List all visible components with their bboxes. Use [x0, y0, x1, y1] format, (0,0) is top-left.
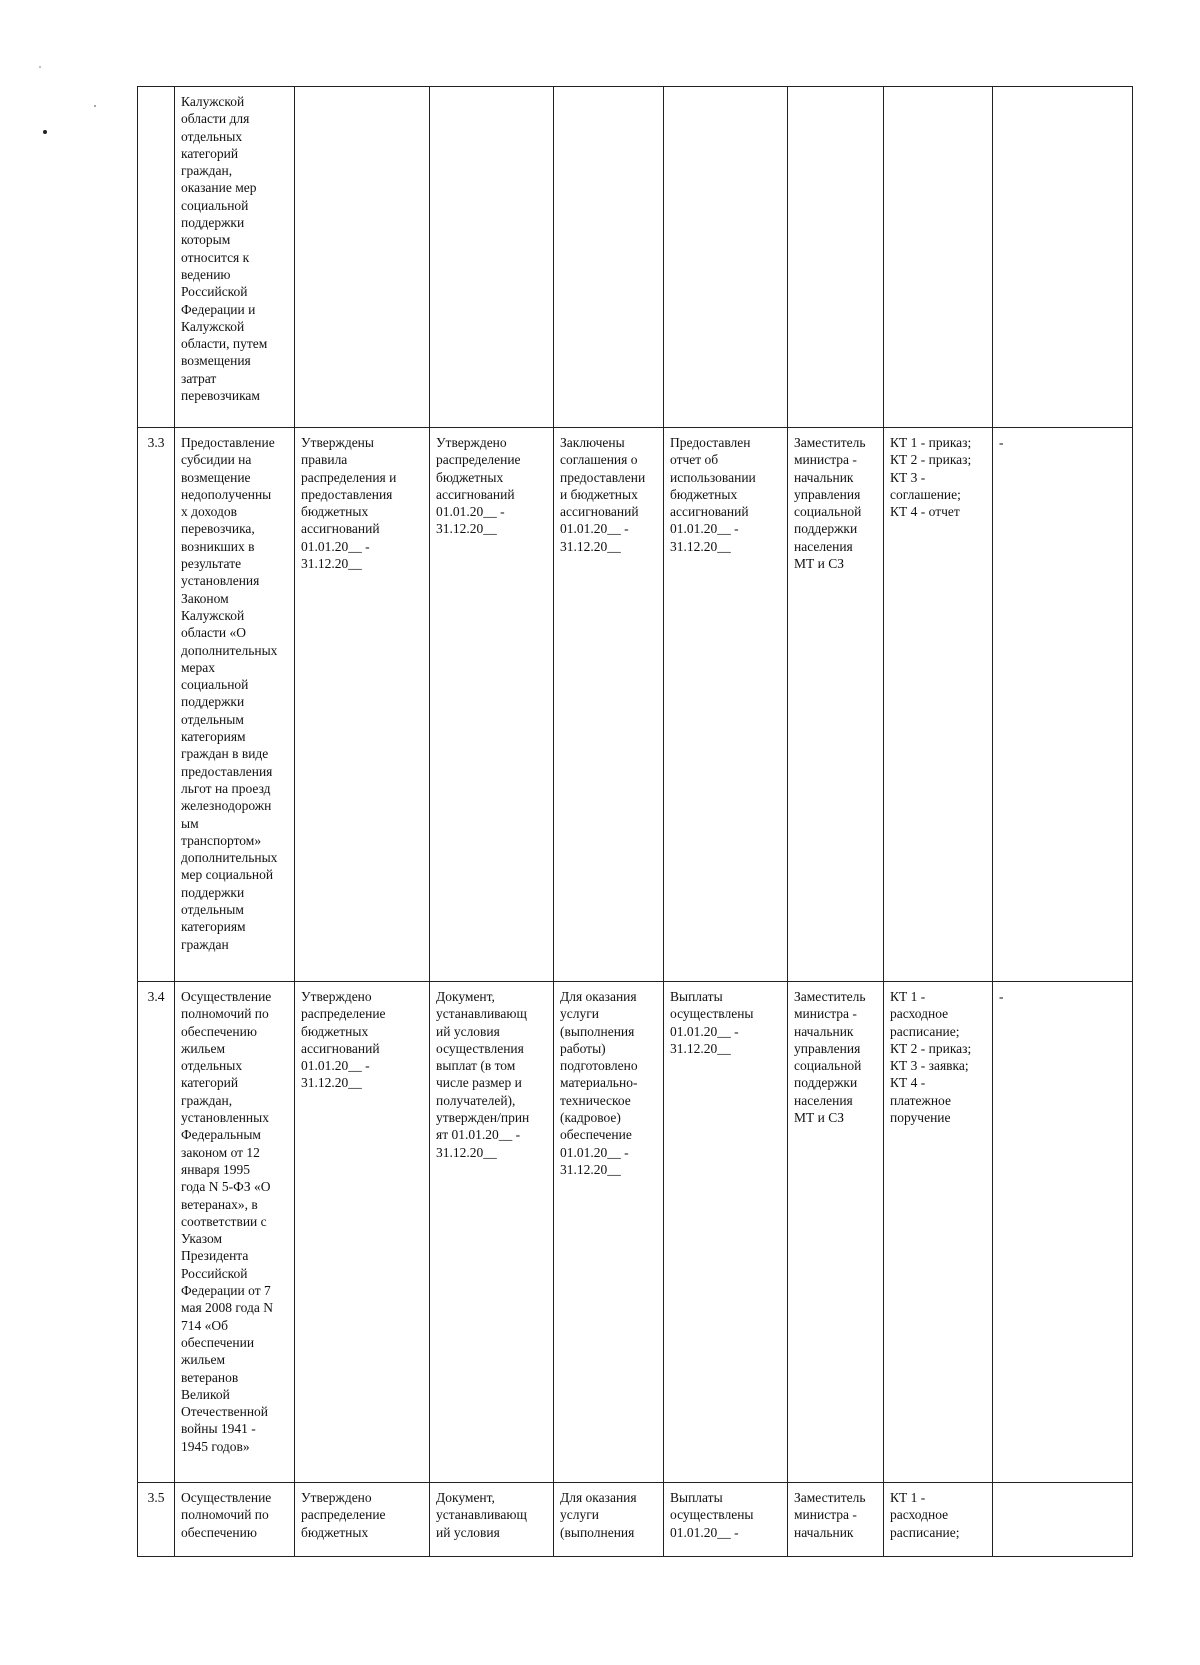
confirming-documents	[884, 87, 993, 428]
row-number: 3.3	[138, 428, 175, 982]
control-point-2	[430, 87, 554, 428]
control-point-3: Заключены соглашения о предоставлени и бюджетных ассигнований 01.01.20__ - 31.12.20__	[554, 428, 664, 982]
measure-name: Калужской области для отдельных категорий граждан, оказание мер социальной поддержки которым относится к ведению Российской Федерации и Калужской области, путем возмещения затрат перевозчикам	[175, 87, 295, 428]
responsible-person: Заместитель министра - начальник управления социальной поддержки населения МТ и СЗ	[788, 982, 884, 1483]
scan-speck	[43, 130, 47, 134]
responsible-person	[788, 87, 884, 428]
control-point-3: Для оказания услуги (выполнения работы) подготовлено материально- техническое (кадровое) обеспечение 01.01.20__ - 31.12.20__	[554, 982, 664, 1483]
control-point-1: Утверждены правила распределения и предоставления бюджетных ассигнований 01.01.20__ - 31.12.20__	[295, 428, 430, 982]
control-point-2: Документ, устанавливающ ий условия осуществления выплат (в том числе размер и получателей), утвержден/прин ят 01.01.20__ - 31.12.20__	[430, 982, 554, 1483]
row-number	[138, 87, 175, 428]
measures-table	[137, 86, 1133, 1557]
measure-name: Предоставление субсидии на возмещение недополученны х доходов перевозчика, возникших в результате установления Законом Калужской области «О дополнительных мерах социальной поддержки отдельным категориям граждан в виде предоставления льгот на проезд железнодорожн ым транспортом» дополнительных мер социальной поддержки отдельным категориям граждан	[175, 428, 295, 982]
extra-column	[993, 1483, 1133, 1557]
extra-column	[993, 87, 1133, 428]
extra-column: -	[993, 982, 1133, 1483]
control-point-1: Утверждено распределение бюджетных ассигнований 01.01.20__ - 31.12.20__	[295, 982, 430, 1483]
table-row-3-3	[138, 428, 1133, 982]
extra-column: -	[993, 428, 1133, 982]
control-point-1	[295, 87, 430, 428]
table-row-continuation	[138, 87, 1133, 428]
control-point-4: Выплаты осуществлены 01.01.20__ - 31.12.20__	[664, 982, 788, 1483]
responsible-person: Заместитель министра - начальник управления социальной поддержки населения МТ и СЗ	[788, 428, 884, 982]
row-number: 3.5	[138, 1483, 175, 1557]
scan-speck	[39, 66, 41, 68]
control-point-4: Предоставлен отчет об использовании бюджетных ассигнований 01.01.20__ - 31.12.20__	[664, 428, 788, 982]
measure-name: Осуществление полномочий по обеспечению	[175, 1483, 295, 1557]
control-point-2: Утверждено распределение бюджетных ассигнований 01.01.20__ - 31.12.20__	[430, 428, 554, 982]
scan-speck	[94, 105, 96, 107]
confirming-documents: КТ 1 - расходное расписание;	[884, 1483, 993, 1557]
confirming-documents: КТ 1 - приказ; КТ 2 - приказ; КТ 3 - соглашение; КТ 4 - отчет	[884, 428, 993, 982]
control-point-1: Утверждено распределение бюджетных	[295, 1483, 430, 1557]
table-row-3-5	[138, 1483, 1133, 1557]
row-number: 3.4	[138, 982, 175, 1483]
control-point-4: Выплаты осуществлены 01.01.20__ -	[664, 1483, 788, 1557]
confirming-documents: КТ 1 - расходное расписание; КТ 2 - приказ; КТ 3 - заявка; КТ 4 - платежное поручение	[884, 982, 993, 1483]
control-point-2: Документ, устанавливающ ий условия	[430, 1483, 554, 1557]
control-point-3	[554, 87, 664, 428]
table-row-3-4	[138, 982, 1133, 1483]
control-point-4	[664, 87, 788, 428]
measure-name: Осуществление полномочий по обеспечению жильем отдельных категорий граждан, установленных Федеральным законом от 12 января 1995 года N 5-ФЗ «О ветеранах», в соответствии с Указом Президента Российской Федерации от 7 мая 2008 года N 714 «Об обеспечении жильем ветеранов Великой Отечественной войны 1941 - 1945 годов»	[175, 982, 295, 1483]
responsible-person: Заместитель министра - начальник	[788, 1483, 884, 1557]
control-point-3: Для оказания услуги (выполнения	[554, 1483, 664, 1557]
